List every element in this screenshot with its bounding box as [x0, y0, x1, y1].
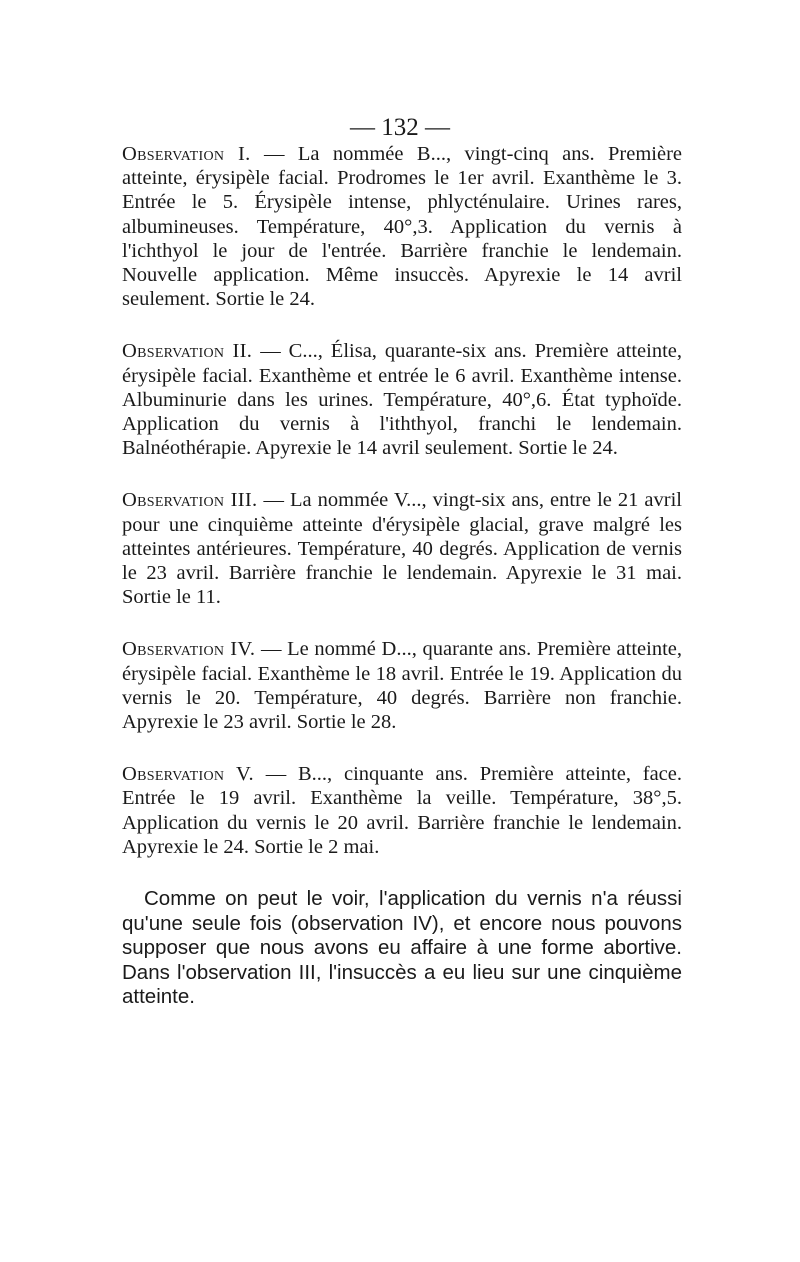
observation-text: — La nommée V..., vingt-six ans, entre le 21 avril pour une cinquième atteinte d'érysipèle glacial, grave malgré les atteintes antérieures. Température, 40 degrés. Application de vernis le 23 avril. Barrière franchie le lendemain. Apyrexie le 31 mai. Sortie le 11. [122, 489, 682, 609]
page-body [122, 142, 682, 1010]
observation-1 [122, 142, 682, 311]
observation-label: Observation IV. [122, 638, 256, 661]
observation-label: Observation II. [122, 340, 253, 363]
observation-2 [122, 339, 682, 460]
observation-text: — Le nommé D..., quarante ans. Première atteinte, érysipèle facial. Exanthème le 18 avril. Entrée le 19. Application du vernis le 20. Température, 40 degrés. Barrière non franchie. Apyrexie le 23 avril. Sortie le 28. [122, 638, 682, 734]
observation-text: — B..., cinquante ans. Première atteinte, face. Entrée le 19 avril. Exanthème la veille. Température, 38°,5. Application du vernis le 20 avril. Barrière franchie le lendemain. Apyrexie le 24. Sortie le 2 mai. [122, 763, 682, 858]
observation-label: Observation I. [122, 143, 251, 165]
page-number: — 132 — [350, 114, 450, 141]
observation-label: Observation V. [122, 763, 254, 786]
observation-5 [122, 762, 682, 859]
conclusion-paragraph: Comme on peut le voir, l'application du vernis n'a réussi qu'une seule fois (observation IV), et encore nous pouvons supposer que nous avons eu affaire à une forme abortive. Dans l'observation III, l'insuccès a eu lieu sur une cinquième atteinte. [122, 887, 682, 1009]
observation-4 [122, 637, 682, 734]
observation-text: — La nommée B..., vingt-cinq ans. Première atteinte, érysipèle facial. Prodromes le 1er avril. Exanthème le 3. Entrée le 5. Érysipèle intense, phlycténulaire. Urines rares, albumineuses. Température, 40°,3. Application du vernis à l'ichthyol le jour de l'entrée. Barrière franchie le lendemain. Nouvelle application. Même insuccès. Apyrexie le 14 avril seulement. Sortie le 24. [122, 143, 682, 311]
observation-3 [122, 488, 682, 609]
observation-text: — C..., Élisa, quarante-six ans. Première atteinte, érysipèle facial. Exanthème et entrée le 6 avril. Exanthème intense. Albuminurie dans les urines. Température, 40°,6. État typhoïde. Application du vernis à l'iththyol, franchi le lendemain. Balnéothérapie. Apyrexie le 14 avril seulement. Sortie le 24. [122, 340, 682, 460]
observation-label: Observation III. [122, 489, 258, 512]
